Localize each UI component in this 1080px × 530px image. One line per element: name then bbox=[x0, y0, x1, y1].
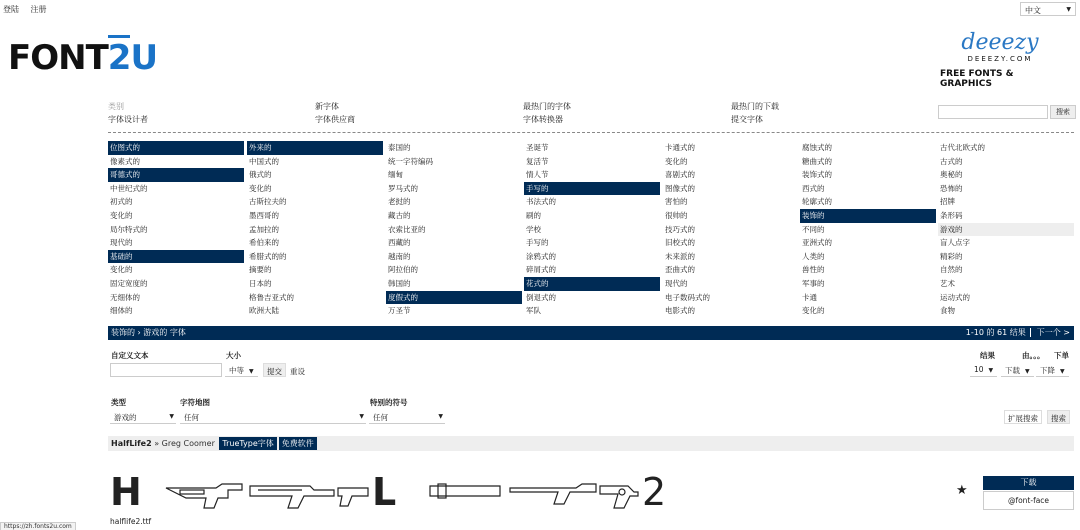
category-item[interactable]: 阿拉伯的 bbox=[388, 265, 418, 275]
category-item[interactable]: 招牌 bbox=[940, 197, 955, 207]
category-item[interactable]: 轮廓式的 bbox=[802, 197, 832, 207]
type-label: 类型 bbox=[111, 398, 126, 407]
category-item[interactable]: 罗马式的 bbox=[388, 183, 418, 193]
category-item[interactable]: 统一字符编码 bbox=[388, 156, 433, 166]
category-item[interactable]: 卡通式的 bbox=[665, 143, 695, 152]
category-item[interactable]: 倒退式的 bbox=[526, 292, 556, 302]
category-item[interactable]: 局尔特式的 bbox=[110, 224, 148, 234]
type-value: 游戏的 bbox=[114, 413, 137, 422]
charmap-label: 字符地图 bbox=[180, 398, 210, 407]
category-item[interactable]: 中世纪式的 bbox=[110, 183, 148, 193]
custom-text-input[interactable] bbox=[110, 363, 222, 377]
category-item[interactable]: 自然的 bbox=[940, 265, 963, 275]
next-page-link[interactable]: 下一个 > bbox=[1030, 328, 1074, 337]
category-item[interactable]: 糖曲式的 bbox=[802, 156, 832, 166]
category-item[interactable]: 老挝的 bbox=[388, 197, 411, 207]
chevron-down-icon: ▼ bbox=[1060, 368, 1065, 375]
category-item[interactable]: 西式的 bbox=[802, 183, 825, 193]
category-column bbox=[108, 141, 244, 318]
chevron-down-icon: ▼ bbox=[438, 413, 443, 420]
category-item[interactable]: 技巧式的 bbox=[665, 224, 695, 234]
order-select[interactable] bbox=[1036, 363, 1069, 377]
category-column bbox=[663, 141, 799, 318]
category-item[interactable]: 电影式的 bbox=[665, 306, 695, 316]
category-item[interactable]: 手写的 bbox=[526, 238, 549, 248]
category-item[interactable]: 格鲁吉亚式的 bbox=[249, 292, 294, 302]
category-item[interactable]: 细体的 bbox=[110, 306, 133, 316]
logo-number: 2 bbox=[108, 35, 131, 78]
category-item[interactable]: 情人节 bbox=[526, 170, 549, 180]
breadcrumb-text: 装饰的 › 游戏的 字体 bbox=[111, 328, 186, 337]
category-item[interactable]: 变化的 bbox=[110, 210, 133, 220]
category-item[interactable]: 像素式的 bbox=[110, 156, 140, 166]
category-item[interactable]: 电子数码式的 bbox=[665, 292, 710, 302]
category-item[interactable]: 不同的 bbox=[802, 224, 825, 234]
category-item[interactable]: 害怕的 bbox=[665, 197, 688, 207]
category-item[interactable]: 越南的 bbox=[388, 251, 411, 261]
register-link[interactable]: 注册 bbox=[30, 5, 47, 14]
size-label: 大小 bbox=[226, 351, 241, 360]
login-link[interactable]: 登陆 bbox=[3, 5, 19, 14]
category-item[interactable]: 变化的 bbox=[665, 156, 688, 166]
account-links bbox=[3, 4, 56, 15]
category-item[interactable]: 现代的 bbox=[665, 278, 688, 288]
category-item[interactable]: 腐蚀式的 bbox=[802, 143, 832, 152]
category-item[interactable]: 固定宽度的 bbox=[110, 278, 148, 288]
sponsor-ad[interactable] bbox=[940, 32, 1060, 89]
filter-search-button[interactable]: 搜索 bbox=[1047, 410, 1070, 424]
chevron-down-icon: ▼ bbox=[249, 368, 254, 375]
sort-by-value: 下载 bbox=[1005, 366, 1020, 375]
category-item[interactable]: 复活节 bbox=[526, 156, 549, 166]
category-column bbox=[938, 141, 1074, 318]
sponsor-domain: DEEEZY.COM bbox=[967, 55, 1033, 63]
category-item[interactable]: 摘要的 bbox=[249, 265, 272, 275]
category-item[interactable]: 碎屑式的 bbox=[526, 265, 556, 275]
category-item[interactable]: 基础的 bbox=[108, 250, 244, 264]
results-select[interactable] bbox=[970, 363, 997, 377]
sponsor-tagline: FREE FONTS & GRAPHICS bbox=[940, 69, 1014, 89]
chevron-down-icon: ▼ bbox=[169, 413, 174, 420]
category-item[interactable]: 衣索比亚的 bbox=[388, 224, 426, 234]
status-url: https://zh.fonts2u.com bbox=[0, 522, 76, 530]
category-item[interactable]: 现代的 bbox=[110, 238, 133, 248]
sort-by-label: 由。。。 bbox=[1022, 351, 1045, 360]
special-symbol-select[interactable] bbox=[369, 410, 445, 424]
category-column bbox=[386, 141, 522, 318]
charmap-select[interactable] bbox=[180, 410, 366, 424]
results-value: 10 bbox=[974, 365, 984, 374]
category-column bbox=[524, 141, 660, 318]
category-item[interactable]: 西藏的 bbox=[388, 238, 411, 248]
search-input[interactable] bbox=[938, 105, 1048, 119]
category-item[interactable]: 墨西哥的 bbox=[249, 210, 279, 220]
category-item[interactable]: 变化的 bbox=[110, 265, 133, 275]
category-item[interactable]: 俄式的 bbox=[249, 170, 272, 180]
category-item[interactable]: 恐怖的 bbox=[940, 183, 963, 193]
type-select[interactable] bbox=[110, 410, 176, 424]
category-item[interactable]: 亚洲式的 bbox=[802, 238, 832, 248]
top-bar bbox=[0, 0, 1080, 18]
category-item[interactable]: 歪曲式的 bbox=[665, 265, 695, 275]
font-face-button[interactable]: @font-face bbox=[983, 491, 1074, 510]
order-value: 下降 bbox=[1040, 366, 1055, 375]
font-header bbox=[108, 436, 1074, 451]
category-item[interactable]: 万圣节 bbox=[388, 306, 411, 316]
submit-button[interactable]: 提交 bbox=[263, 363, 286, 377]
special-symbol-value: 任何 bbox=[373, 413, 388, 422]
reset-link[interactable]: 重设 bbox=[290, 367, 305, 376]
logo-text: FONT bbox=[8, 38, 108, 78]
search-button[interactable]: 搜索 bbox=[1050, 105, 1076, 119]
menu-submit-font[interactable]: 提交字体 bbox=[731, 115, 763, 124]
category-item[interactable]: 喜剧式的 bbox=[665, 170, 695, 180]
site-search bbox=[938, 105, 1074, 119]
category-item[interactable]: 军队 bbox=[526, 306, 541, 316]
result-count: 1-10 的 61 结果 bbox=[965, 328, 1026, 337]
category-item[interactable]: 刷的 bbox=[526, 210, 541, 220]
category-item[interactable]: 盲人点字 bbox=[940, 238, 970, 248]
category-item[interactable]: 古代北欧式的 bbox=[940, 143, 985, 152]
divider bbox=[108, 132, 1074, 133]
special-symbol-label: 特别的符号 bbox=[370, 398, 408, 407]
category-item[interactable]: 很帅的 bbox=[665, 210, 688, 220]
sponsor-logo: deeezy bbox=[961, 30, 1039, 55]
category-column bbox=[800, 141, 936, 318]
size-select[interactable] bbox=[225, 363, 258, 377]
category-item[interactable]: 艺术 bbox=[940, 278, 955, 288]
category-item[interactable]: 军事的 bbox=[802, 278, 825, 288]
weapon-glyphs-icon bbox=[428, 476, 648, 512]
chevron-down-icon: ▼ bbox=[1025, 368, 1030, 375]
category-item[interactable]: 古斯拉夫的 bbox=[249, 197, 287, 207]
menu-column-1 bbox=[108, 100, 148, 126]
preview-glyph-2: 2 bbox=[642, 470, 667, 514]
star-icon[interactable]: ★ bbox=[956, 483, 968, 498]
category-item[interactable]: 泰国的 bbox=[388, 143, 411, 152]
custom-text-label: 自定义文本 bbox=[111, 351, 149, 360]
category-item[interactable]: 奥秘的 bbox=[940, 170, 963, 180]
category-item[interactable]: 涂鸦式的 bbox=[526, 251, 556, 261]
preview-glyph-h: H bbox=[110, 470, 142, 514]
category-item[interactable]: 兽性的 bbox=[802, 265, 825, 275]
menu-foundries[interactable]: 字体供应商 bbox=[315, 115, 355, 124]
category-item[interactable]: 外来的 bbox=[247, 141, 383, 155]
category-item[interactable]: 欧洲大陆 bbox=[249, 306, 279, 316]
size-value: 中等 bbox=[229, 366, 244, 375]
extended-search-button[interactable]: 扩展搜索 bbox=[1004, 410, 1042, 424]
font-filename: halflife2.ttf bbox=[110, 517, 152, 526]
category-item[interactable]: 手写的 bbox=[524, 182, 660, 196]
filter-panel bbox=[108, 346, 1074, 436]
font-author-link[interactable]: » Greg Coomer bbox=[154, 439, 215, 448]
category-item[interactable]: 条形码 bbox=[940, 210, 963, 220]
category-item[interactable]: 食物 bbox=[940, 306, 955, 316]
menu-column-4 bbox=[731, 100, 779, 126]
menu-column-2 bbox=[315, 100, 355, 126]
category-item[interactable]: 变化的 bbox=[249, 183, 272, 193]
category-column bbox=[247, 141, 383, 318]
category-item[interactable]: 花式的 bbox=[524, 277, 660, 291]
charmap-value: 任何 bbox=[184, 413, 199, 422]
category-item[interactable]: 书法式的 bbox=[526, 197, 556, 207]
category-item[interactable]: 孟加拉的 bbox=[249, 224, 279, 234]
menu-categories[interactable]: 类别 bbox=[108, 102, 124, 111]
category-item[interactable]: 学校 bbox=[526, 224, 541, 234]
sort-by-select[interactable] bbox=[1001, 363, 1034, 377]
menu-top-downloads[interactable]: 最热门的下载 bbox=[731, 102, 779, 111]
download-button[interactable]: 下载 bbox=[983, 476, 1074, 490]
menu-new-fonts[interactable]: 新字体 bbox=[315, 102, 339, 111]
category-item[interactable]: 装饰的 bbox=[800, 209, 936, 223]
category-item[interactable]: 装饰式的 bbox=[802, 170, 832, 180]
category-item[interactable]: 运动式的 bbox=[940, 292, 970, 302]
category-item[interactable]: 游戏的 bbox=[938, 223, 1074, 237]
category-item[interactable]: 卡通 bbox=[802, 292, 817, 302]
freeware-badge[interactable]: 免费软件 bbox=[279, 437, 317, 450]
pagination bbox=[962, 326, 1074, 340]
category-item[interactable]: 缅甸 bbox=[388, 170, 403, 180]
preview-glyph-l: L bbox=[372, 470, 397, 514]
chevron-down-icon: ▼ bbox=[1066, 6, 1071, 13]
font-name-link[interactable]: HalfLife2 bbox=[111, 439, 152, 448]
category-item[interactable]: 未来派的 bbox=[665, 251, 695, 261]
category-item[interactable]: 图像式的 bbox=[665, 183, 695, 193]
category-item[interactable]: 希伯来的 bbox=[249, 238, 279, 248]
category-item[interactable]: 圣诞节 bbox=[526, 143, 549, 152]
language-select[interactable] bbox=[1020, 2, 1076, 16]
category-item[interactable]: 希腊式的的 bbox=[249, 251, 287, 261]
chevron-down-icon: ▼ bbox=[359, 413, 364, 420]
category-item[interactable]: 精彩的 bbox=[940, 251, 963, 261]
results-label: 结果 bbox=[980, 351, 995, 360]
truetype-badge[interactable]: TrueType字体 bbox=[219, 437, 276, 450]
menu-converter[interactable]: 字体转换器 bbox=[523, 115, 563, 124]
category-item[interactable]: 古式的 bbox=[940, 156, 963, 166]
menu-designers[interactable]: 字体设计者 bbox=[108, 115, 148, 124]
category-item[interactable]: 人类的 bbox=[802, 251, 825, 261]
category-item[interactable]: 日本的 bbox=[249, 278, 272, 288]
language-value: 中文 bbox=[1025, 6, 1041, 15]
category-item[interactable]: 中国式的 bbox=[249, 156, 279, 166]
category-item[interactable]: 哥德式的 bbox=[108, 168, 244, 182]
category-item[interactable]: 变化的 bbox=[802, 306, 825, 316]
logo-letter: U bbox=[130, 38, 158, 78]
chevron-down-icon: ▼ bbox=[988, 367, 994, 374]
menu-column-3 bbox=[523, 100, 571, 126]
weapon-glyphs-icon bbox=[162, 476, 372, 512]
category-item[interactable]: 初式的 bbox=[110, 197, 133, 207]
category-item[interactable]: 旧校式的 bbox=[665, 238, 695, 248]
site-logo[interactable] bbox=[8, 38, 157, 78]
category-item[interactable]: 无细体的 bbox=[110, 292, 140, 302]
breadcrumb bbox=[108, 326, 1074, 340]
category-item[interactable]: 藏古的 bbox=[388, 210, 411, 220]
menu-top-fonts[interactable]: 最热门的字体 bbox=[523, 102, 571, 111]
category-item[interactable]: 韩国的 bbox=[388, 278, 411, 288]
category-item[interactable]: 位图式的 bbox=[108, 141, 244, 155]
category-item[interactable]: 度假式的 bbox=[386, 291, 522, 305]
order-label: 下单 bbox=[1054, 351, 1069, 360]
